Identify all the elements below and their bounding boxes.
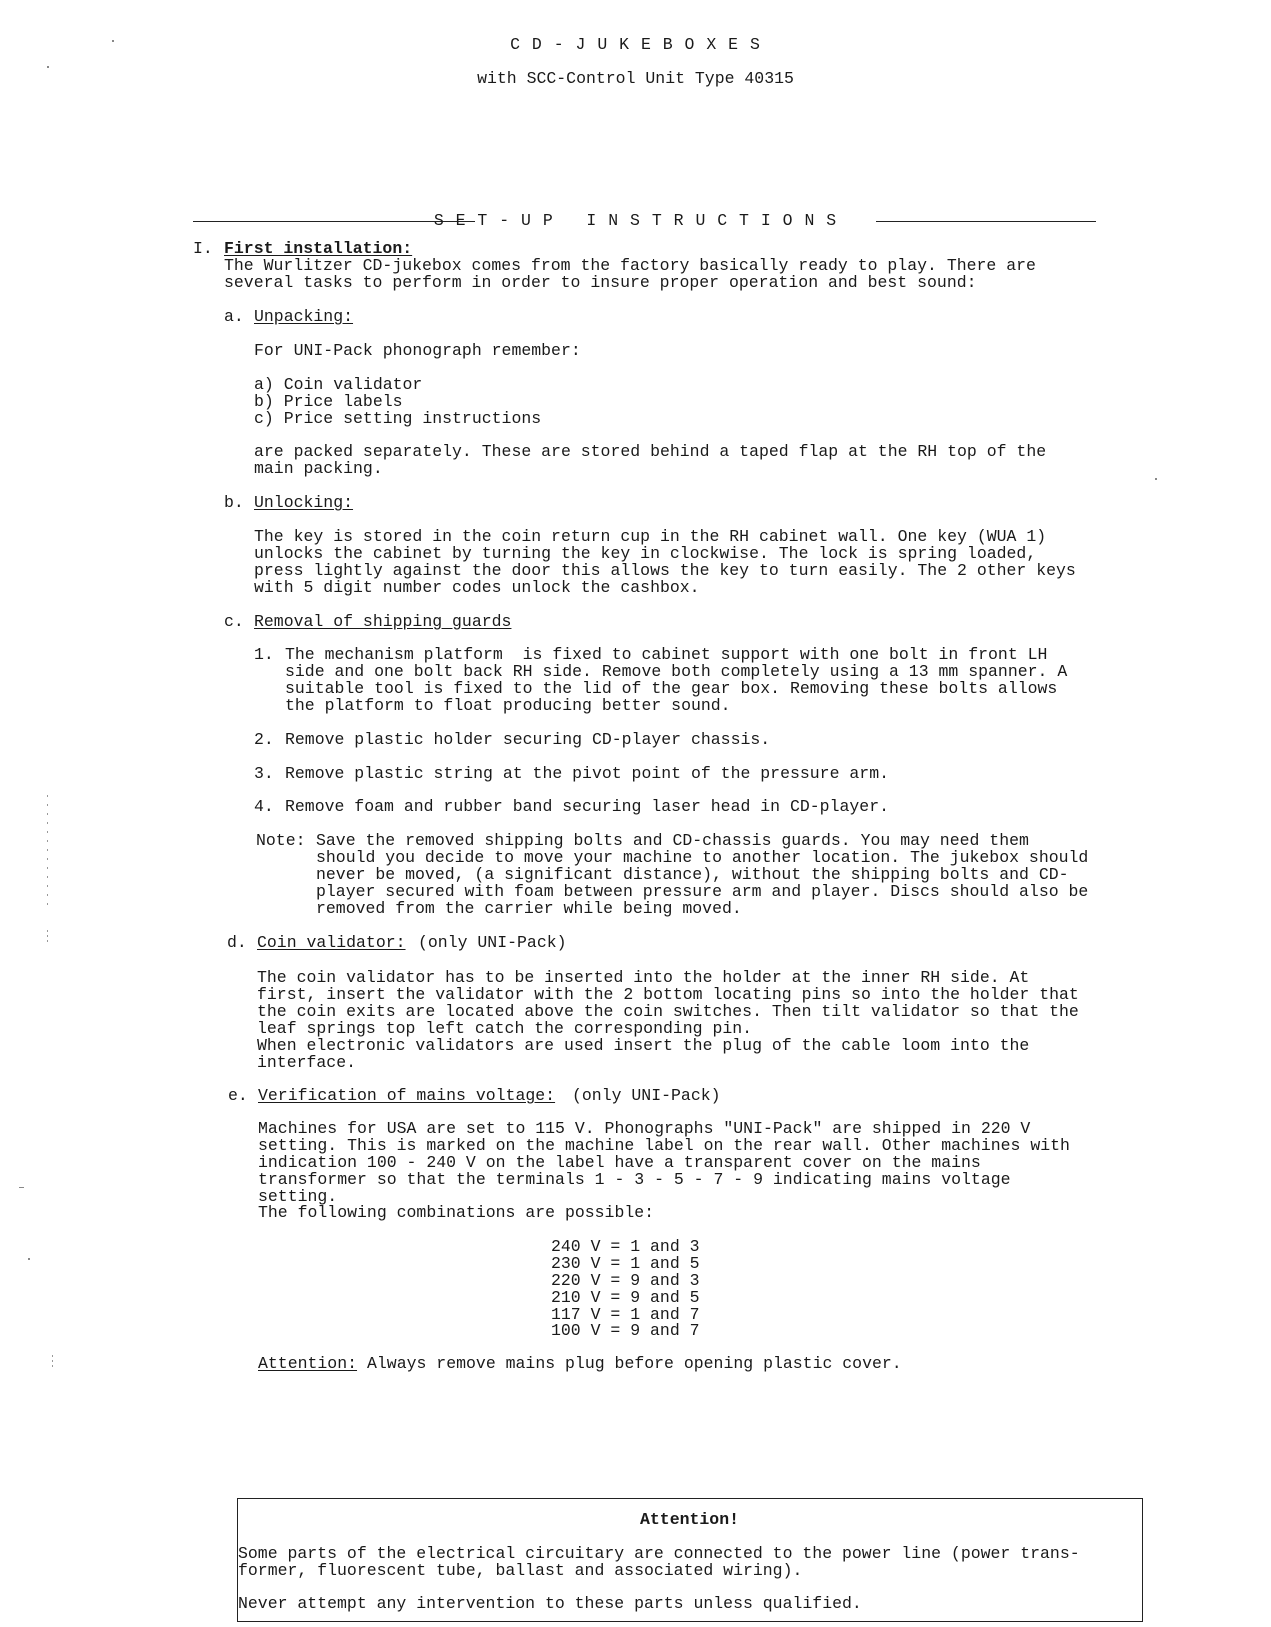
unlocking-line: The key is stored in the coin return cup in the RH cabinet wall. One key (WUA 1) bbox=[254, 527, 1047, 546]
voltage-combination: 240 V = 1 and 3 bbox=[551, 1237, 700, 1256]
voltage-line: setting. bbox=[258, 1187, 338, 1206]
document-subtitle: with SCC-Control Unit Type 40315 bbox=[477, 69, 794, 88]
unlocking-line: unlocks the cabinet by turning the key in clockwise. The lock is spring loaded, bbox=[254, 544, 1037, 563]
step-line: The mechanism platform is fixed to cabinet support with one bolt in front LH bbox=[285, 645, 1048, 664]
unpacking-item: c) Price setting instructions bbox=[254, 409, 542, 428]
step-line: Remove plastic string at the pivot point of the pressure arm. bbox=[285, 764, 889, 783]
step-line: Remove foam and rubber band securing laser head in CD-player. bbox=[285, 797, 889, 816]
attention-box-warning: Never attempt any intervention to these parts unless qualified. bbox=[238, 1594, 862, 1613]
coin-line: leaf springs top left catch the corresponding pin. bbox=[257, 1019, 753, 1038]
step-line: side and one bolt back RH side. Remove both completely using a 13 mm spanner. A bbox=[285, 662, 1068, 681]
voltage-heading: Verification of mains voltage: bbox=[258, 1086, 556, 1105]
unpacking-heading: Unpacking: bbox=[254, 307, 354, 326]
scan-speck bbox=[47, 795, 48, 905]
step-line: the platform to float producing better sound. bbox=[285, 696, 731, 715]
scan-speck bbox=[47, 66, 49, 68]
note-line: never be moved, (a significant distance), without the shipping bolts and CD- bbox=[316, 865, 1069, 884]
coin-line: the coin exits are located above the coin switches. Then tilt validator so that the bbox=[257, 1002, 1079, 1021]
coin-line: When electronic validators are used insert the plug of the cable loom into the bbox=[257, 1036, 1030, 1055]
voltage-combination: 230 V = 1 and 5 bbox=[551, 1254, 700, 1273]
voltage-line: transformer so that the terminals 1 - 3 - 5 - 7 - 9 indicating mains voltage bbox=[258, 1170, 1011, 1189]
unpacking-tail-line: are packed separately. These are stored behind a taped flap at the RH top of the bbox=[254, 442, 1047, 461]
coin-letter: d. bbox=[227, 933, 247, 952]
voltage-suffix: (only UNI-Pack) bbox=[572, 1086, 721, 1105]
coin-line: The coin validator has to be inserted into the holder at the inner RH side. At bbox=[257, 968, 1030, 987]
coin-suffix: (only UNI-Pack) bbox=[418, 933, 567, 952]
unlocking-letter: b. bbox=[224, 493, 244, 512]
step-number: 1. bbox=[254, 645, 274, 664]
note-line: Save the removed shipping bolts and CD-chassis guards. You may need them bbox=[316, 831, 1029, 850]
removal-heading: Removal of shipping guards bbox=[254, 612, 512, 631]
rule-right bbox=[876, 221, 1096, 222]
setup-title: S E T - U P I N S T R U C T I O N S bbox=[433, 211, 838, 230]
section-number: I. bbox=[193, 239, 213, 258]
scan-speck bbox=[1155, 478, 1157, 480]
step-number: 4. bbox=[254, 797, 274, 816]
scan-speck bbox=[112, 40, 114, 42]
document-title: C D - J U K E B O X E S bbox=[510, 35, 761, 54]
attention-box-line: former, fluorescent tube, ballast and associated wiring). bbox=[238, 1561, 803, 1580]
voltage-combination: 117 V = 1 and 7 bbox=[551, 1305, 700, 1324]
scan-speck bbox=[47, 930, 48, 944]
voltage-letter: e. bbox=[228, 1086, 248, 1105]
voltage-line: indication 100 - 240 V on the label have a transparent cover on the mains bbox=[258, 1153, 981, 1172]
attention-box-title: Attention! bbox=[639, 1510, 740, 1529]
unpacking-item: b) Price labels bbox=[254, 392, 403, 411]
scan-speck bbox=[28, 1258, 30, 1260]
voltage-line: Machines for USA are set to 115 V. Phonographs "UNI-Pack" are shipped in 220 V bbox=[258, 1119, 1031, 1138]
voltage-line: The following combinations are possible: bbox=[258, 1203, 655, 1222]
intro-line-2: several tasks to perform in order to insure proper operation and best sound: bbox=[224, 273, 977, 292]
attention-box-line: Some parts of the electrical circuitary are connected to the power line (power trans- bbox=[238, 1544, 1080, 1563]
intro-line-1: The Wurlitzer CD-jukebox comes from the factory basically ready to play. There are bbox=[224, 256, 1036, 275]
unlocking-heading: Unlocking: bbox=[254, 493, 354, 512]
unlocking-line: with 5 digit number codes unlock the cashbox. bbox=[254, 578, 700, 597]
scan-speck bbox=[52, 1355, 53, 1367]
voltage-combination: 220 V = 9 and 3 bbox=[551, 1271, 700, 1290]
unpacking-letter: a. bbox=[224, 307, 244, 326]
coin-line: interface. bbox=[257, 1053, 357, 1072]
coin-heading: Coin validator: bbox=[257, 933, 406, 952]
step-number: 3. bbox=[254, 764, 274, 783]
unpacking-tail-line: main packing. bbox=[254, 459, 383, 478]
voltage-combination: 210 V = 9 and 5 bbox=[551, 1288, 700, 1307]
section-heading: First installation: bbox=[224, 239, 413, 258]
attention-text: Always remove mains plug before opening plastic cover. bbox=[367, 1354, 902, 1373]
scan-speck bbox=[19, 1187, 24, 1188]
removal-letter: c. bbox=[224, 612, 244, 631]
coin-line: first, insert the validator with the 2 bottom locating pins so into the holder that bbox=[257, 985, 1079, 1004]
unlocking-line: press lightly against the door this allows the key to turn easily. The 2 other keys bbox=[254, 561, 1076, 580]
note-line: removed from the carrier while being moved. bbox=[316, 899, 742, 918]
step-number: 2. bbox=[254, 730, 274, 749]
attention-box bbox=[237, 1498, 1143, 1622]
unpacking-lead: For UNI-Pack phonograph remember: bbox=[254, 341, 581, 360]
voltage-combination: 100 V = 9 and 7 bbox=[551, 1321, 700, 1340]
voltage-line: setting. This is marked on the machine label on the rear wall. Other machines with bbox=[258, 1136, 1070, 1155]
attention-label: Attention: bbox=[258, 1354, 358, 1373]
step-line: suitable tool is fixed to the lid of the gear box. Removing these bolts allows bbox=[285, 679, 1058, 698]
note-line: player secured with foam between pressure arm and player. Discs should also be bbox=[316, 882, 1089, 901]
step-line: Remove plastic holder securing CD-player chassis. bbox=[285, 730, 771, 749]
note-line: should you decide to move your machine to another location. The jukebox should bbox=[316, 848, 1089, 867]
note-label: Note: bbox=[256, 831, 306, 850]
unpacking-item: a) Coin validator bbox=[254, 375, 423, 394]
